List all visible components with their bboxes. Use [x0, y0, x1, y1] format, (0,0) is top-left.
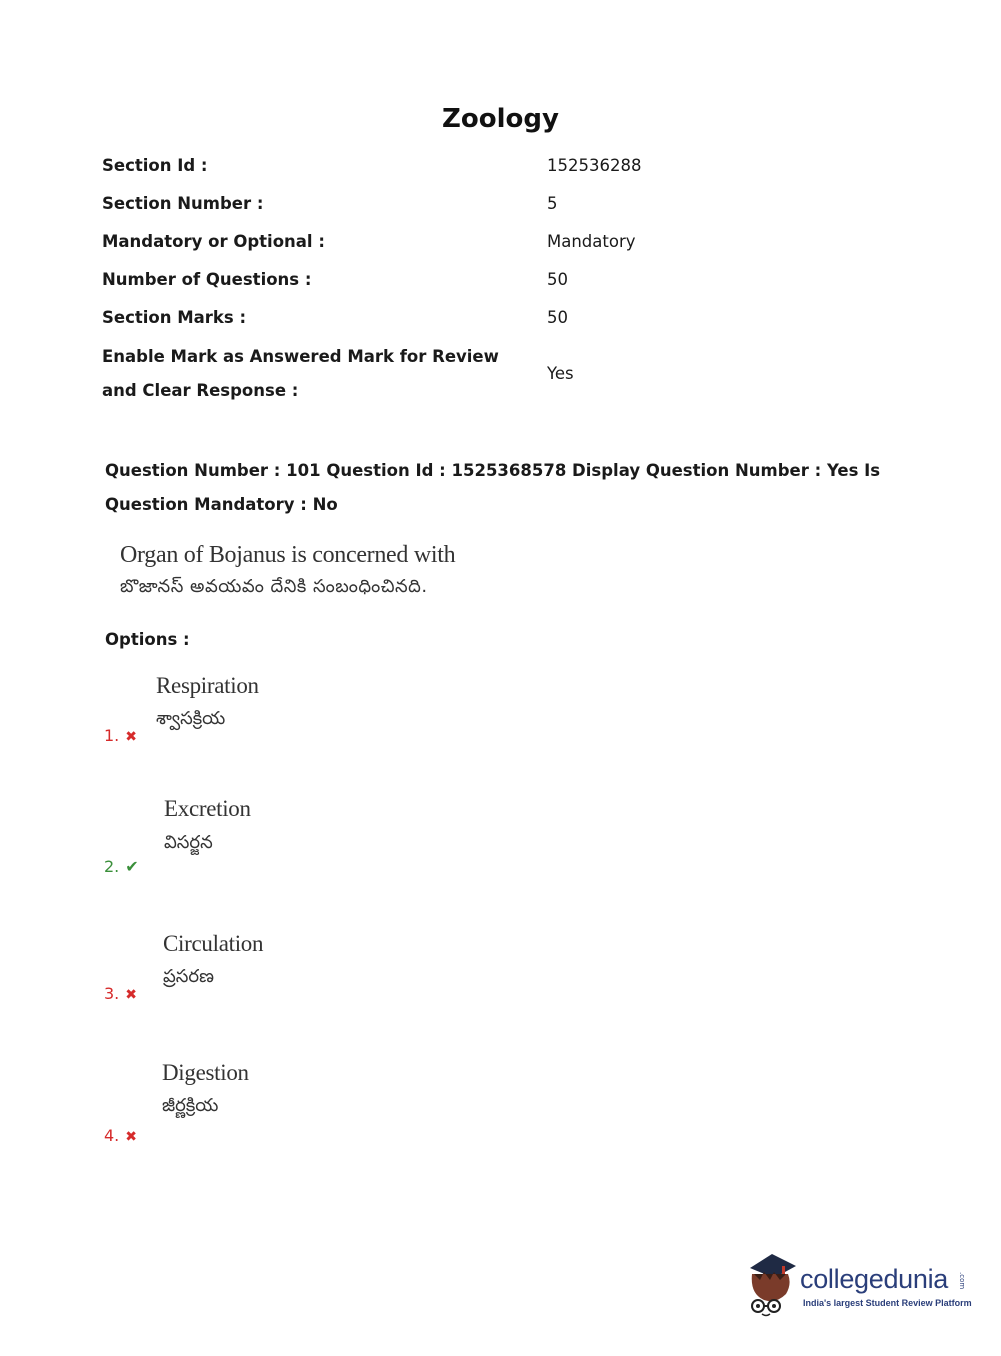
option-number	[104, 726, 137, 745]
option-number-label: 3.	[104, 984, 120, 1003]
option-text-telugu: శ్వాసక్రియ	[156, 708, 226, 729]
meta-value: 152536288	[547, 156, 642, 175]
option-text-telugu: విసర్జన	[164, 832, 213, 853]
option-number	[104, 984, 137, 1003]
option-number-label: 1.	[104, 726, 120, 745]
meta-value: Mandatory	[547, 232, 636, 251]
check-icon: ✔	[125, 857, 139, 876]
option-text-telugu: ప్రసరణ	[163, 966, 214, 987]
meta-label: Mandatory or Optional :	[102, 232, 325, 251]
option-text-english: Respiration	[156, 673, 259, 698]
meta-label: Section Marks :	[102, 308, 247, 327]
option-text-english: Digestion	[162, 1060, 249, 1085]
question-text-telugu: బొజానస్ అవయవం దేనికి సంబంధించినది.	[120, 576, 428, 597]
option-text-english: Excretion	[164, 796, 251, 821]
logo-name: collegedunia	[800, 1264, 949, 1294]
meta-value: 50	[547, 270, 568, 289]
mascot-icon	[742, 1250, 802, 1318]
meta-value: Yes	[547, 364, 574, 383]
logo-tagline: India's largest Student Review Platform	[803, 1298, 972, 1308]
meta-label: Section Id :	[102, 156, 208, 175]
option-number	[104, 1126, 137, 1145]
question-header: Question Number : 101 Question Id : 1525368578 Display Question Number : Yes Is Question Mandatory : No	[105, 461, 881, 514]
option-text-telugu: జీర్ణక్రియ	[162, 1095, 219, 1116]
section-title: Zoology	[442, 104, 559, 134]
options-label: Options :	[105, 630, 190, 649]
option-number	[104, 857, 139, 876]
cross-icon: ✖	[125, 729, 137, 745]
meta-label: Enable Mark as Answered Mark for Review and Clear Response :	[102, 347, 499, 400]
meta-label: Number of Questions :	[102, 270, 312, 289]
option-number-label: 4.	[104, 1126, 120, 1145]
question-text	[120, 538, 455, 602]
logo-com: .com	[958, 1272, 966, 1290]
meta-value: 5	[547, 194, 558, 213]
option-text-english: Circulation	[163, 931, 264, 956]
cross-icon: ✖	[125, 1129, 137, 1145]
collegedunia-logo	[742, 1250, 972, 1320]
option-number-label: 2.	[104, 857, 120, 876]
meta-label: Section Number :	[102, 194, 264, 213]
cross-icon: ✖	[125, 987, 137, 1003]
meta-value: 50	[547, 308, 568, 327]
question-text-english: Organ of Bojanus is concerned with	[120, 542, 456, 568]
